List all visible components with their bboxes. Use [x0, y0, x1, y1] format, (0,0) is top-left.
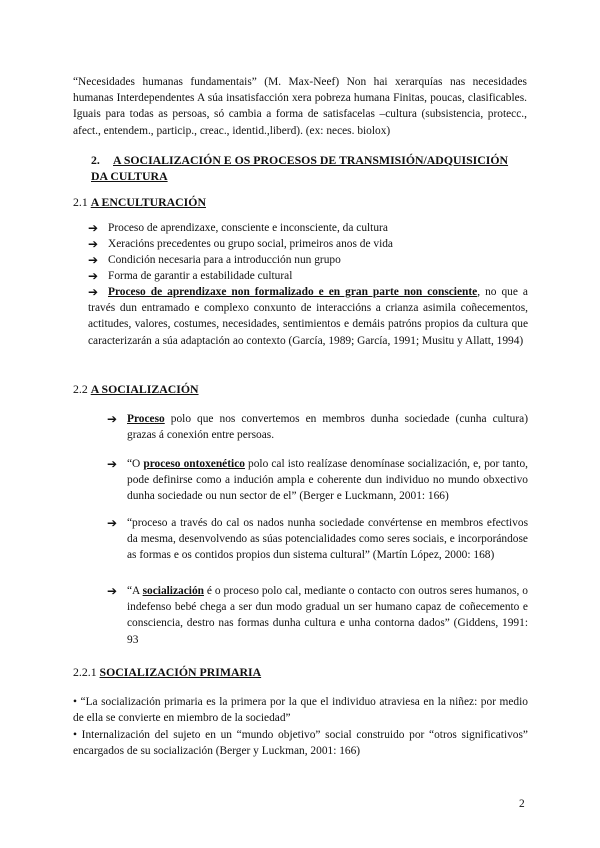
- intro-paragraph: “Necesidades humanas fundamentais” (M. Max-Neef) Non hai xerarquías nas necesidades humanas Interdependentes A súa insatisfacción xera pobreza humana Finitas, poucas, clasificables. Iguais para todas as persoas, só cambia a forma de satisfacelas –cultura (subsistencia, protecc., afect., entendem., particip., creac., identid.,liberd). (ex: neces. biolox): [73, 76, 527, 137]
- section-2-2-1-heading: [73, 664, 261, 680]
- section-2-2-heading: [73, 381, 199, 397]
- arrow-bullet-icon: ➔: [88, 221, 99, 235]
- list-item-text: “proceso a través do cal os nados nunha sociedade convértense en membros efectivos da mesma, desenvolvendo as súas potencialidades como seres sociais, e incorporándose as formas e os contidos propios dun sistema cultural” (Martín López, 2000: 168): [127, 517, 528, 562]
- list-item-text: [88, 284, 528, 349]
- bold-phrase: Proceso de aprendizaxe non formalizado e en gran parte non consciente: [108, 286, 478, 298]
- list-item: [88, 268, 528, 284]
- section-2-2-number: 2.2: [73, 382, 88, 396]
- arrow-bullet-icon: ➔: [107, 412, 118, 426]
- arrow-bullet-icon: ➔: [107, 584, 118, 598]
- arrow-bullet-icon: ➔: [88, 269, 99, 283]
- list-item-text: [107, 583, 528, 648]
- list-item: [107, 583, 528, 648]
- list-item: [88, 284, 528, 349]
- list-item-text: Proceso de aprendizaxe, consciente e inconsciente, da cultura: [108, 222, 388, 234]
- arrow-bullet-icon: ➔: [107, 516, 118, 530]
- list-item-text: Xeracións precedentes ou grupo social, primeiros anos de vida: [108, 238, 393, 250]
- section-2-2-title: A SOCIALIZACIÓN: [90, 382, 199, 396]
- page-number: 2: [519, 798, 525, 810]
- quote-open: “O: [127, 458, 144, 470]
- list-item-text: [107, 456, 528, 505]
- arrow-bullet-icon: ➔: [88, 253, 99, 267]
- list-item-rest: , no que a través dun entramado e complexo conxunto de interaccións a crianza asimila coñecementos, actitudes, valores, costumes, necesidades, sentimientos e demáis patróns propios da cultura que caracterizarán a súa adaptación ao contexto (García, 1989; García, 1991; Musitu y Allatt, 1994): [88, 286, 528, 347]
- list-item-rest: polo cal isto realízase denomínase socialización, e, por tanto, pode definirse como a indución ampla e coherente dun individuo no mundo obxectivo dunha sociedade ou nun sector de el” (Berger e Luckmann, 2001: 166): [127, 458, 528, 503]
- list-item-text: [107, 411, 528, 443]
- section-2-1-title: A ENCULTURACIÓN: [90, 195, 206, 209]
- section-2-heading: [91, 152, 528, 184]
- section-2-number: 2.: [91, 153, 100, 167]
- list-item-rest: é o proceso polo cal, mediante o contacto con outros seres humanos, o indefenso bebé chega a ser dun modo gradual un ser humano capaz de coñecemento e consciencia, destro nas formas dunha cultura e unha contorna dados” (Giddens, 1991: 93: [127, 585, 528, 646]
- arrow-bullet-icon: ➔: [88, 285, 99, 299]
- arrow-bullet-icon: ➔: [107, 457, 118, 471]
- list-item: [107, 515, 528, 564]
- quote-open: “A: [127, 585, 143, 597]
- arrow-bullet-icon: ➔: [88, 237, 99, 251]
- list-item-text: Condición necesaria para a introducción nun grupo: [108, 254, 341, 266]
- list-item: [88, 236, 528, 252]
- section-2-title: A SOCIALIZACIÓN E OS PROCESOS DE TRANSMISIÓN/ADQUISICIÓN DA CULTURA: [91, 153, 509, 183]
- list-item-text: Forma de garantir a estabilidade cultural: [108, 270, 293, 282]
- section-2-1-heading: [73, 194, 206, 210]
- bold-phrase: Proceso: [127, 413, 165, 425]
- primary-socialization-paragraph-2: • Internalización del sujeto en un “mundo objetivo” social construido por “otros significativos” encargados de su socialización (Berger y Luckman, 2001: 166): [73, 729, 528, 758]
- section-2-2-1-title: SOCIALIZACIÓN PRIMARIA: [99, 665, 262, 679]
- section-2-2-1-number: 2.2.1: [73, 665, 97, 679]
- bold-phrase: socialización: [142, 585, 204, 597]
- bold-phrase: proceso ontoxenético: [143, 458, 245, 470]
- list-item: [88, 252, 528, 268]
- list-item-rest: polo que nos convertemos en membros dunha sociedade (cunha cultura) grazas á conexión entre persoas.: [127, 413, 528, 442]
- list-item: [88, 220, 528, 236]
- section-2-1-number: 2.1: [73, 195, 88, 209]
- list-item: [107, 411, 528, 443]
- primary-socialization-paragraph-1: • “La socialización primaria es la primera por la que el individuo atraviesa en la niñez: por medio de ella se convierte en miembro de la sociedad”: [73, 696, 528, 725]
- list-item: [107, 456, 528, 505]
